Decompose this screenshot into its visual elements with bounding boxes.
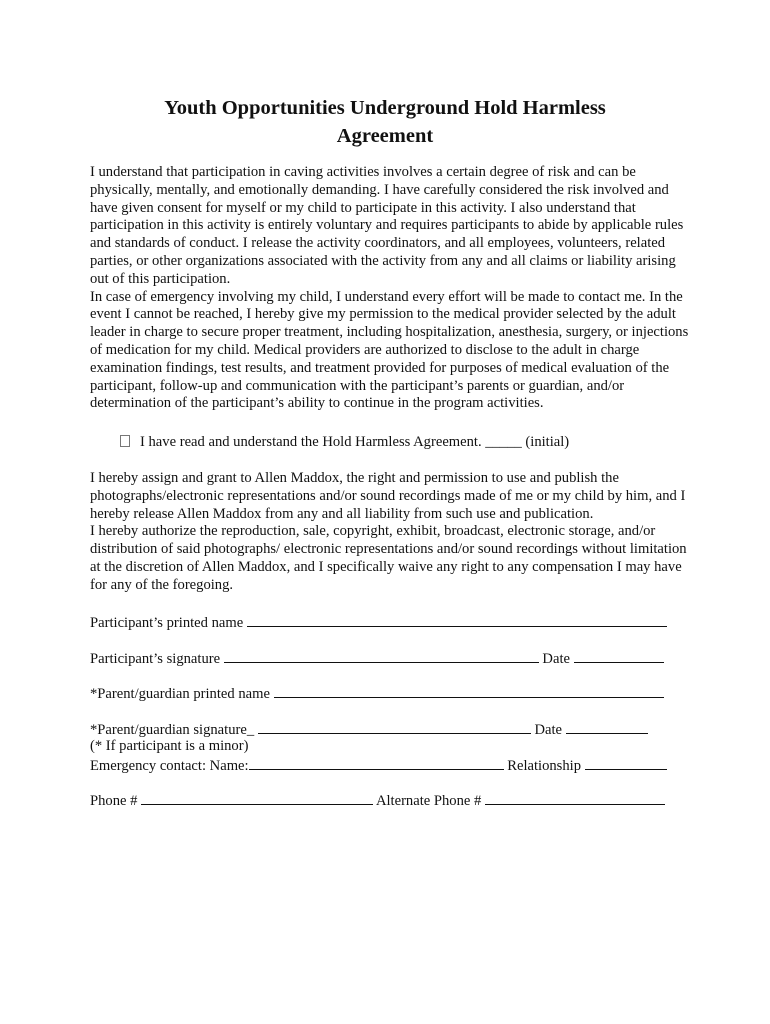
acknowledgement-checkbox[interactable] — [120, 435, 130, 447]
date-label-2: Date — [534, 722, 563, 738]
acknowledgement-text: I have read and understand the Hold Harmless Agreement. _____ (initial) — [140, 434, 570, 450]
parent-signature-field[interactable] — [258, 719, 531, 734]
title-line-2: Agreement — [336, 125, 434, 147]
participant-name-row — [90, 612, 667, 632]
parent-name-field[interactable] — [274, 683, 664, 698]
document-title — [90, 94, 680, 150]
title-line-1: Youth Opportunities Underground Hold Harmless — [164, 97, 606, 119]
participant-signature-label: Participant’s signature — [90, 651, 221, 667]
alternate-phone-field[interactable] — [485, 790, 665, 805]
emergency-paragraph: In case of emergency involving my child, I understand every effort will be made to contact me. In the event I cannot be reached, I hereby give my permission to the medical provider selected by the adult leader in charge to secure proper treatment, including hospitalization, anesthesia, surgery, or injections of medication for my child. Medical providers are authorized to disclose to the adult in charge examination findings, test results, and treatment provided for purposes of medical evaluation of the participant, follow-up and communication with the participant’s parents or guardian, and/or determination of the participant’s ability to continue in the program activities. — [90, 288, 689, 412]
date-label-1: Date — [542, 651, 570, 667]
parent-signature-label: *Parent/guardian signature_ — [90, 722, 255, 738]
phone-field[interactable] — [141, 790, 373, 805]
parent-name-label: *Parent/guardian printed name — [90, 686, 270, 702]
agreement-text — [90, 164, 690, 413]
authorization-paragraph: I hereby authorize the reproduction, sale, copyright, exhibit, broadcast, electronic storage, and/or distribution of said photographs/ electronic representations and/or sound recordings without limitation at the discretion of Allen Maddox, and I specifically waive any right to any compensation I may have for any of the foregoing. — [90, 523, 687, 593]
date-field-1[interactable] — [574, 648, 664, 663]
parent-signature-row — [90, 719, 648, 739]
participant-signature-row — [90, 648, 664, 668]
phone-row — [90, 790, 665, 810]
emergency-contact-label: Emergency contact: Name: — [90, 758, 249, 774]
emergency-contact-field[interactable] — [249, 755, 504, 770]
acknowledgement-line — [90, 433, 569, 451]
participant-name-field[interactable] — [247, 612, 667, 627]
risk-paragraph: I understand that participation in caving activities involves a certain degree of risk and can be physically, mentally, and emotionally demanding. I have carefully considered the risk involved and have given consent for myself or my child to participate in this activity. I also understand that participation in this activity is entirely voluntary and requires participants to abide by applicable rules and standards of conduct. I release the activity coordinators, and all employees, volunteers, related parties, or other organizations associated with the activity from any and all claims or liability arising out of this participation. — [90, 164, 684, 287]
relationship-label: Relationship — [507, 758, 582, 774]
minor-note: (* If participant is a minor) — [90, 738, 249, 754]
phone-label: Phone # — [90, 793, 138, 809]
media-release-paragraph: I hereby assign and grant to Allen Maddox, the right and permission to use and publish the photographs/electronic representations and/or sound recordings made of me or my child by him, and I hereby release Allen Maddox from any and all liability from such use and publication. — [90, 470, 686, 522]
emergency-contact-row — [90, 755, 667, 775]
alternate-phone-label: Alternate Phone # — [375, 793, 482, 809]
participant-name-label: Participant’s printed name — [90, 615, 244, 631]
date-field-2[interactable] — [566, 719, 648, 734]
participant-signature-field[interactable] — [224, 648, 539, 663]
relationship-field[interactable] — [585, 755, 667, 770]
media-release-text — [90, 470, 690, 595]
parent-name-row — [90, 683, 664, 703]
